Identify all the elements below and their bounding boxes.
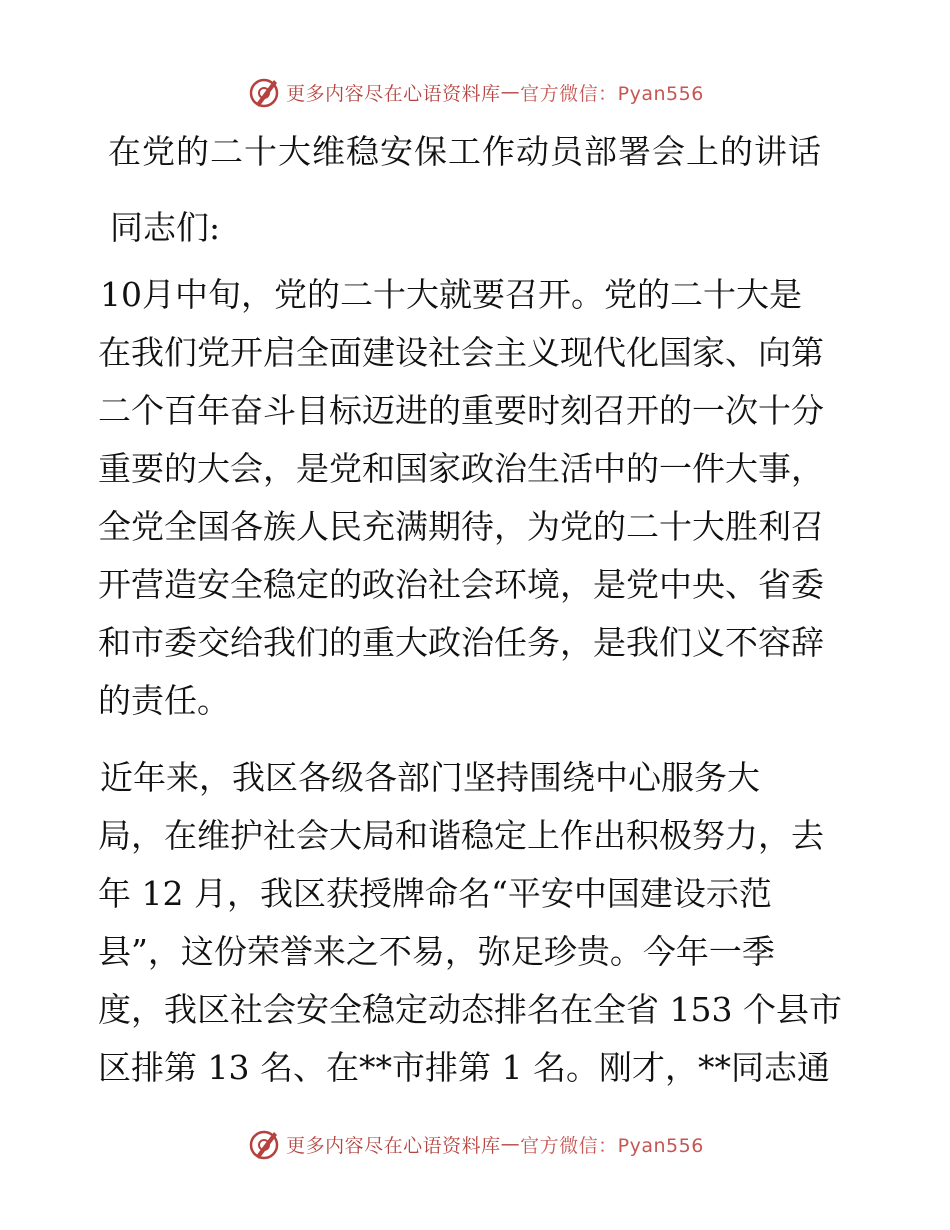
paragraph-line: 县”，这份荣誉来之不易，弥足珍贵。今年一季	[98, 932, 775, 971]
watermark-separator: —	[500, 81, 521, 103]
paragraph-line: 10月中旬，党的二十大就要召开。党的二十大是	[100, 275, 802, 314]
watermark-footer	[0, 1126, 950, 1162]
watermark-separator: —	[500, 1133, 521, 1155]
paragraph-line: 二个百年奋斗目标迈进的重要时刻召开的一次十分	[98, 391, 824, 430]
paragraph-line: 开营造安全稳定的政治社会环境，是党中央、省委	[98, 565, 824, 604]
watermark-site-text: 更多内容尽在心语资料库	[286, 82, 501, 105]
watermark-wechat-text: 官方微信：Pyan556	[520, 1134, 704, 1157]
document-title: 在党的二十大维稳安保工作动员部署会上的讲话	[108, 132, 822, 171]
paragraph-line: 重要的大会，是党和国家政治生活中的一件大事，	[98, 449, 824, 488]
paragraph-line: 局，在维护社会大局和谐稳定上作出积极努力，去	[98, 816, 824, 855]
pen-logo-icon	[246, 74, 282, 110]
paragraph-line: 和市委交给我们的重大政治任务，是我们义不容辞	[98, 623, 824, 662]
paragraph-line: 度，我区社会安全稳定动态排名在全省 153 个县市	[98, 990, 842, 1029]
watermark-header	[0, 74, 950, 110]
paragraph-line: 区排第 13 名、在**市排第 1 名。刚才，**同志通	[98, 1048, 830, 1087]
paragraph-line: 在我们党开启全面建设社会主义现代化国家、向第	[98, 333, 824, 372]
watermark-wechat-text: 官方微信：Pyan556	[520, 82, 704, 105]
paragraph-line: 年 12 月，我区获授牌命名“平安中国建设示范	[98, 874, 772, 913]
paragraph-line: 近年来，我区各级各部门坚持围绕中心服务大	[100, 758, 760, 797]
pen-logo-icon	[246, 1126, 282, 1162]
greeting: 同志们:	[110, 208, 221, 247]
watermark-site-text: 更多内容尽在心语资料库	[286, 1134, 501, 1157]
paragraph-line: 全党全国各族人民充满期待，为党的二十大胜利召	[98, 507, 824, 546]
paragraph-line: 的责任。	[98, 681, 230, 720]
